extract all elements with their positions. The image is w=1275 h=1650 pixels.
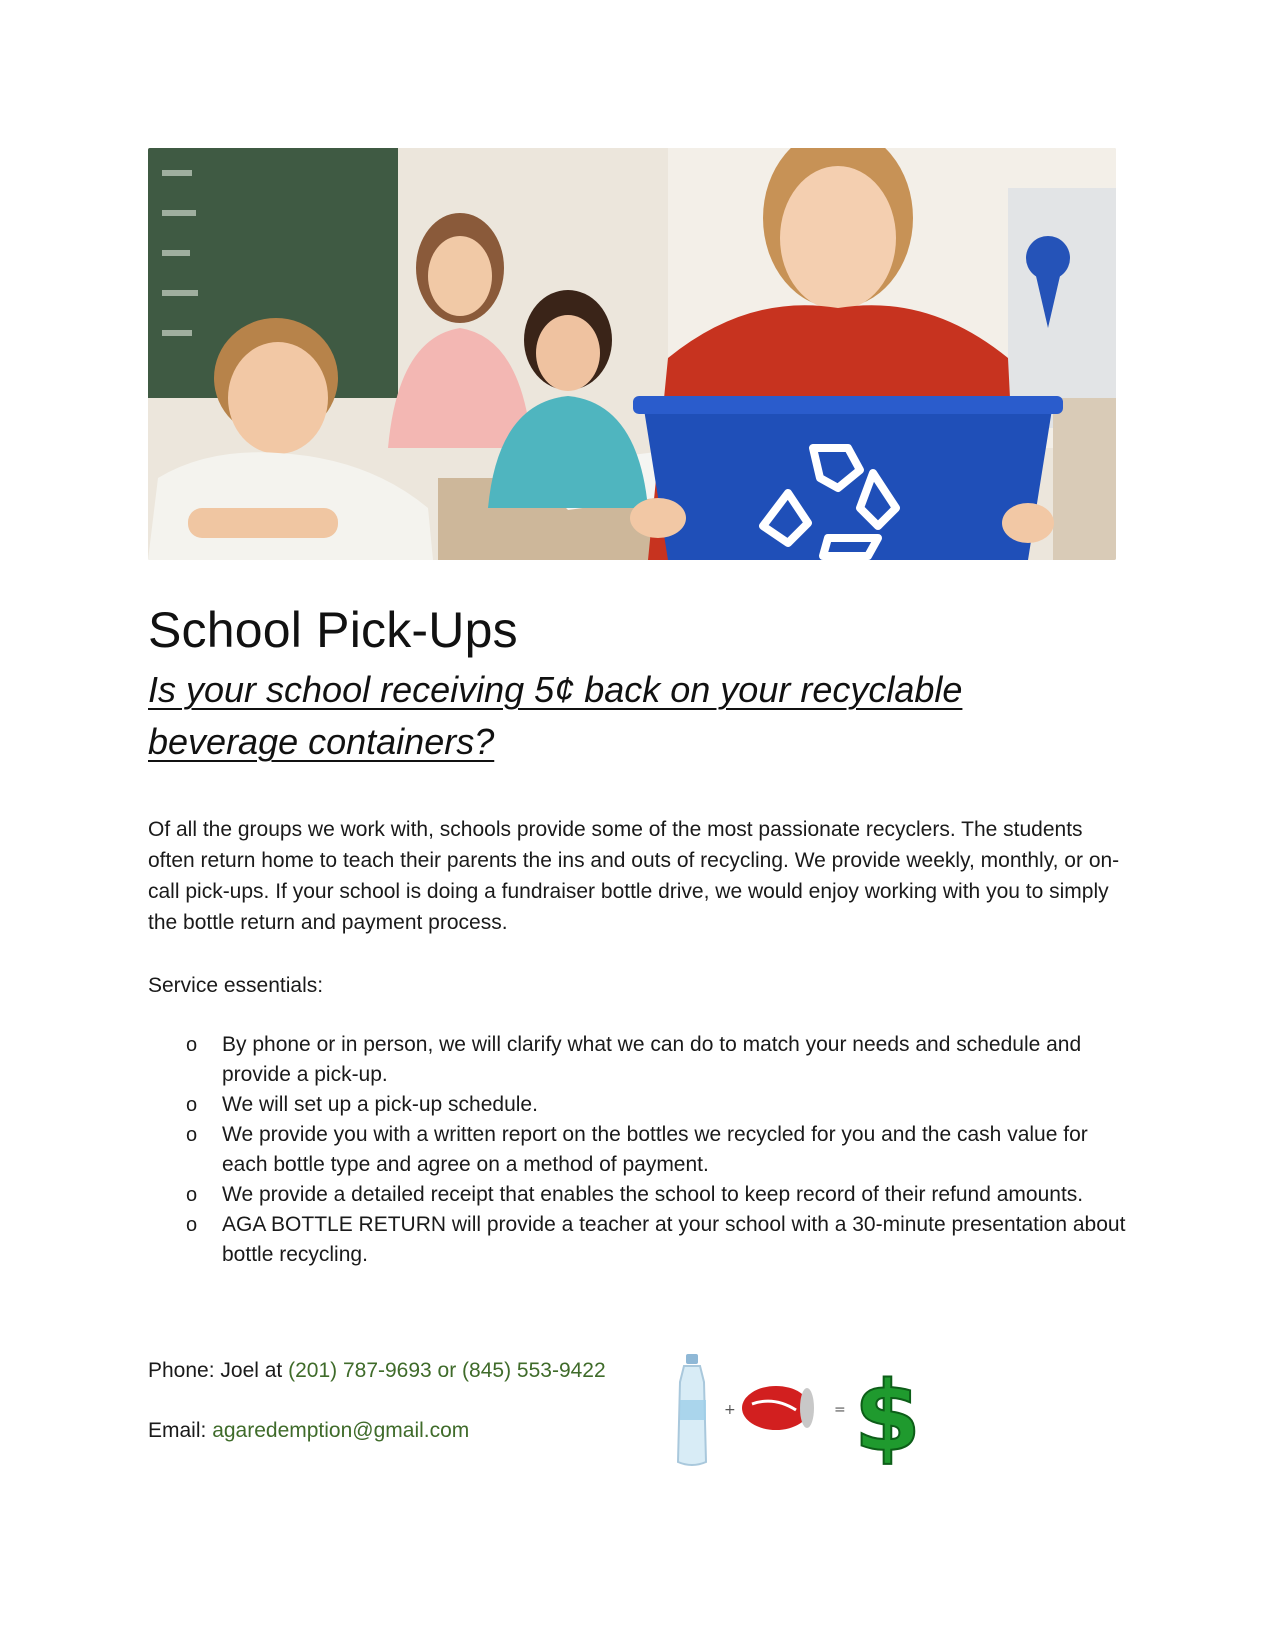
- page-subtitle: Is your school receiving 5¢ back on your recyclable beverage containers?: [148, 669, 963, 762]
- phone-number-link[interactable]: (201) 787-9693 or (845) 553-9422: [288, 1359, 606, 1382]
- page-title: School Pick-Ups: [148, 602, 518, 658]
- contact-email: [148, 1416, 469, 1446]
- bullet: o: [186, 1124, 198, 1146]
- list-item-text: We provide you with a written report on the bottles we recycled for you and the cash value for each bottle type and agree on a method of payment.: [222, 1123, 1088, 1176]
- hero-photo: [148, 148, 1116, 560]
- bottle-plus-can-equals-dollar: [664, 1352, 934, 1470]
- list-item: [148, 1030, 1128, 1090]
- plus-sign: +: [724, 1402, 736, 1418]
- phone-label: Phone: Joel at: [148, 1359, 289, 1382]
- list-item-text: We provide a detailed receipt that enables the school to keep record of their refund amounts.: [222, 1183, 1084, 1206]
- service-essentials-heading: Service essentials:: [148, 974, 324, 997]
- dollar-icon: $: [854, 1361, 921, 1470]
- list-item: [148, 1090, 1128, 1120]
- email-link[interactable]: agaredemption@gmail.com: [212, 1419, 470, 1442]
- intro-paragraph: Of all the groups we work with, schools provide some of the most passionate recyclers. The students often return home to teach their parents the ins and outs of recycling. We provide weekly, monthly, or on-call pick-ups. If your school is doing a fundraiser bottle drive, we would enjoy working with you to simply the bottle return and payment process.: [148, 818, 1120, 934]
- ribbon-award: [1026, 236, 1070, 280]
- list-item: [148, 1210, 1128, 1270]
- list-item: [148, 1120, 1128, 1180]
- list-item-text: AGA BOTTLE RETURN will provide a teacher at your school with a 30-minute presentation about bottle recycling.: [222, 1213, 1126, 1266]
- list-item-text: We will set up a pick-up schedule.: [222, 1093, 538, 1116]
- list-item: [148, 1180, 1128, 1210]
- bullet: o: [186, 1034, 198, 1056]
- service-essentials-list: [148, 1030, 1128, 1270]
- bullet: o: [186, 1184, 198, 1206]
- list-item-text: By phone or in person, we will clarify what we can do to match your needs and schedule and provide a pick-up.: [222, 1033, 1082, 1086]
- contact-phone: [148, 1356, 606, 1386]
- email-label: Email:: [148, 1419, 213, 1442]
- classroom-illustration: [148, 148, 1116, 560]
- bullet: o: [186, 1094, 198, 1116]
- bottle-icon: [678, 1354, 706, 1465]
- can-icon: [742, 1386, 814, 1430]
- equals-sign: =: [834, 1402, 846, 1418]
- bullet: o: [186, 1214, 198, 1236]
